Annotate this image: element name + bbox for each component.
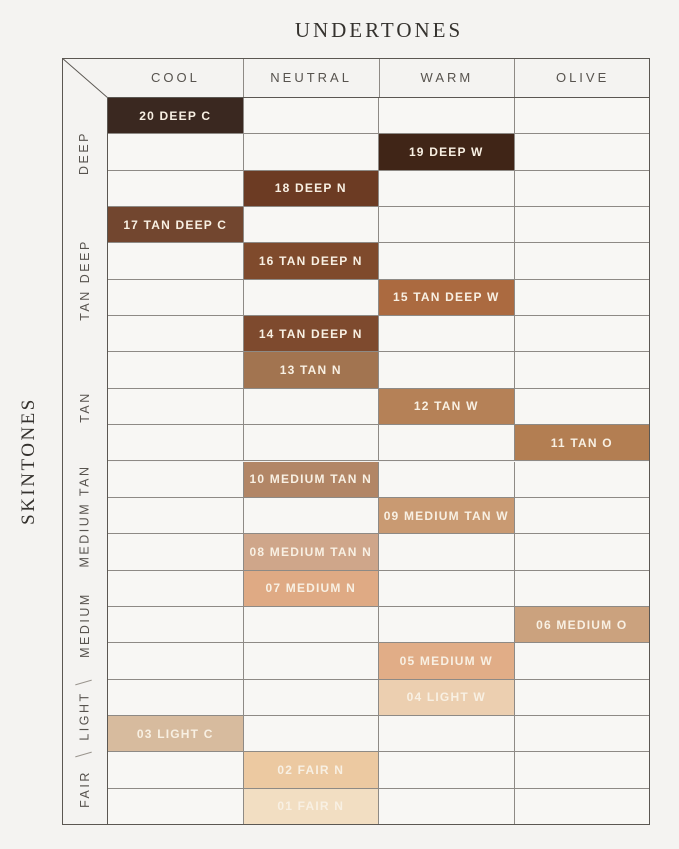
- grid-cell-r2-neutral: [244, 134, 380, 170]
- grid-cell-r14-olive: [515, 571, 651, 607]
- grid-cell-r16-cool: [108, 643, 244, 679]
- row-group-label-light: [62, 680, 107, 753]
- shade-matrix-table: [62, 58, 650, 825]
- grid-cell-r15-cool: [108, 607, 244, 643]
- row-group-label-medium: [62, 571, 107, 680]
- column-header-neutral: NEUTRAL: [243, 58, 379, 97]
- grid-cell-r20-olive: [515, 789, 651, 825]
- grid-cell-r5-warm: [379, 243, 515, 279]
- corner-diagonal-line: [62, 58, 108, 98]
- grid-cell-r18-olive: [515, 716, 651, 752]
- shade-cell-06-medium-o: 06 MEDIUM O: [515, 607, 650, 642]
- grid-cell-r3-olive: [515, 171, 651, 207]
- grid-cell-r9-cool: [108, 389, 244, 425]
- grid-cell-r13-olive: [515, 534, 651, 570]
- grid-cell-r19-cool: [108, 752, 244, 788]
- shade-cell-10-medium-tan-n: 10 MEDIUM TAN N: [244, 462, 379, 497]
- shade-grid: [108, 98, 650, 825]
- grid-cell-r13-cool: [108, 534, 244, 570]
- grid-cell-r17-cool: [108, 680, 244, 716]
- grid-cell-r14-cool: [108, 571, 244, 607]
- grid-cell-r5-cool: [108, 243, 244, 279]
- shade-cell-07-medium-n: 07 MEDIUM N: [244, 571, 379, 606]
- row-group-label-tan-deep: [62, 207, 107, 352]
- shade-cell-18-deep-n: 18 DEEP N: [244, 171, 379, 206]
- shade-cell-19-deep-w: 19 DEEP W: [379, 134, 514, 169]
- grid-cell-r19-olive: [515, 752, 651, 788]
- grid-cell-r11-cool: [108, 462, 244, 498]
- grid-cell-r10-warm: [379, 425, 515, 461]
- grid-cell-r8-cool: [108, 352, 244, 388]
- row-group-label-fair: [62, 752, 107, 825]
- grid-cell-r18-neutral: [244, 716, 380, 752]
- shade-cell-01-fair-n: 01 FAIR N: [244, 789, 379, 824]
- grid-cell-r7-olive: [515, 316, 651, 352]
- undertones-axis-title: UNDERTONES: [294, 18, 464, 42]
- grid-cell-r10-cool: [108, 425, 244, 461]
- grid-cell-r20-warm: [379, 789, 515, 825]
- skintone-row-labels: [62, 98, 108, 825]
- grid-cell-r17-olive: [515, 680, 651, 716]
- grid-cell-r10-neutral: [244, 425, 380, 461]
- grid-cell-r3-warm: [379, 171, 515, 207]
- grid-cell-r4-olive: [515, 207, 651, 243]
- column-header-cool: COOL: [150, 70, 200, 85]
- grid-cell-r8-olive: [515, 352, 651, 388]
- grid-cell-r6-cool: [108, 280, 244, 316]
- row-group-label-text: MEDIUM: [77, 592, 92, 658]
- column-header-warm: WARM: [379, 58, 515, 97]
- shade-cell-04-light-w: 04 LIGHT W: [379, 680, 514, 715]
- shade-cell-05-medium-w: 05 MEDIUM W: [379, 643, 514, 678]
- grid-cell-r18-warm: [379, 716, 515, 752]
- grid-cell-r6-neutral: [244, 280, 380, 316]
- row-group-label-tan: [62, 352, 107, 461]
- grid-cell-r14-warm: [379, 571, 515, 607]
- grid-cell-r11-olive: [515, 462, 651, 498]
- grid-cell-r19-warm: [379, 752, 515, 788]
- shade-cell-14-tan-deep-n: 14 TAN DEEP N: [244, 316, 379, 351]
- grid-cell-r11-warm: [379, 462, 515, 498]
- shade-cell-12-tan-w: 12 TAN W: [379, 389, 514, 424]
- corner-cell: [62, 58, 108, 98]
- shade-cell-08-medium-tan-n: 08 MEDIUM TAN N: [244, 534, 379, 569]
- row-group-label-text: TAN DEEP: [77, 238, 92, 321]
- grid-cell-r2-olive: [515, 134, 651, 170]
- grid-cell-r12-neutral: [244, 498, 380, 534]
- shade-cell-15-tan-deep-w: 15 TAN DEEP W: [379, 280, 514, 315]
- row-group-label-deep: [62, 98, 107, 207]
- grid-cell-r2-cool: [108, 134, 244, 170]
- row-group-label-text: TAN: [77, 391, 92, 423]
- row-group-label-text: LIGHT: [77, 691, 92, 741]
- shade-cell-20-deep-c: 20 DEEP C: [108, 98, 243, 133]
- grid-cell-r4-warm: [379, 207, 515, 243]
- grid-cell-r3-cool: [108, 171, 244, 207]
- grid-cell-r15-warm: [379, 607, 515, 643]
- shade-cell-17-tan-deep-c: 17 TAN DEEP C: [108, 207, 243, 242]
- grid-cell-r13-warm: [379, 534, 515, 570]
- grid-cell-r15-neutral: [244, 607, 380, 643]
- shade-cell-02-fair-n: 02 FAIR N: [244, 752, 379, 787]
- grid-cell-r6-olive: [515, 280, 651, 316]
- grid-cell-r8-warm: [379, 352, 515, 388]
- undertone-column-headers: [108, 58, 650, 98]
- grid-cell-r12-olive: [515, 498, 651, 534]
- column-header-olive: OLIVE: [514, 58, 650, 97]
- grid-cell-r17-neutral: [244, 680, 380, 716]
- skintones-axis-title: SKINTONES: [18, 397, 39, 525]
- grid-cell-r16-neutral: [244, 643, 380, 679]
- grid-cell-r5-olive: [515, 243, 651, 279]
- row-group-label-medium-tan: [62, 462, 107, 571]
- grid-cell-r1-warm: [379, 98, 515, 134]
- grid-cell-r12-cool: [108, 498, 244, 534]
- row-group-label-text: MEDIUM TAN: [77, 464, 92, 568]
- grid-cell-r16-olive: [515, 643, 651, 679]
- grid-cell-r7-cool: [108, 316, 244, 352]
- shade-cell-11-tan-o: 11 TAN O: [515, 425, 650, 460]
- shade-cell-16-tan-deep-n: 16 TAN DEEP N: [244, 243, 379, 278]
- shade-cell-09-medium-tan-w: 09 MEDIUM TAN W: [379, 498, 514, 533]
- shade-cell-03-light-c: 03 LIGHT C: [108, 716, 243, 751]
- shade-cell-13-tan-n: 13 TAN N: [244, 352, 379, 387]
- grid-cell-r4-neutral: [244, 207, 380, 243]
- row-group-label-text: DEEP: [77, 130, 92, 175]
- grid-cell-r20-cool: [108, 789, 244, 825]
- grid-cell-r1-olive: [515, 98, 651, 134]
- grid-cell-r9-neutral: [244, 389, 380, 425]
- grid-cell-r1-neutral: [244, 98, 380, 134]
- row-group-label-text: FAIR: [77, 769, 92, 808]
- grid-cell-r7-warm: [379, 316, 515, 352]
- grid-cell-r9-olive: [515, 389, 651, 425]
